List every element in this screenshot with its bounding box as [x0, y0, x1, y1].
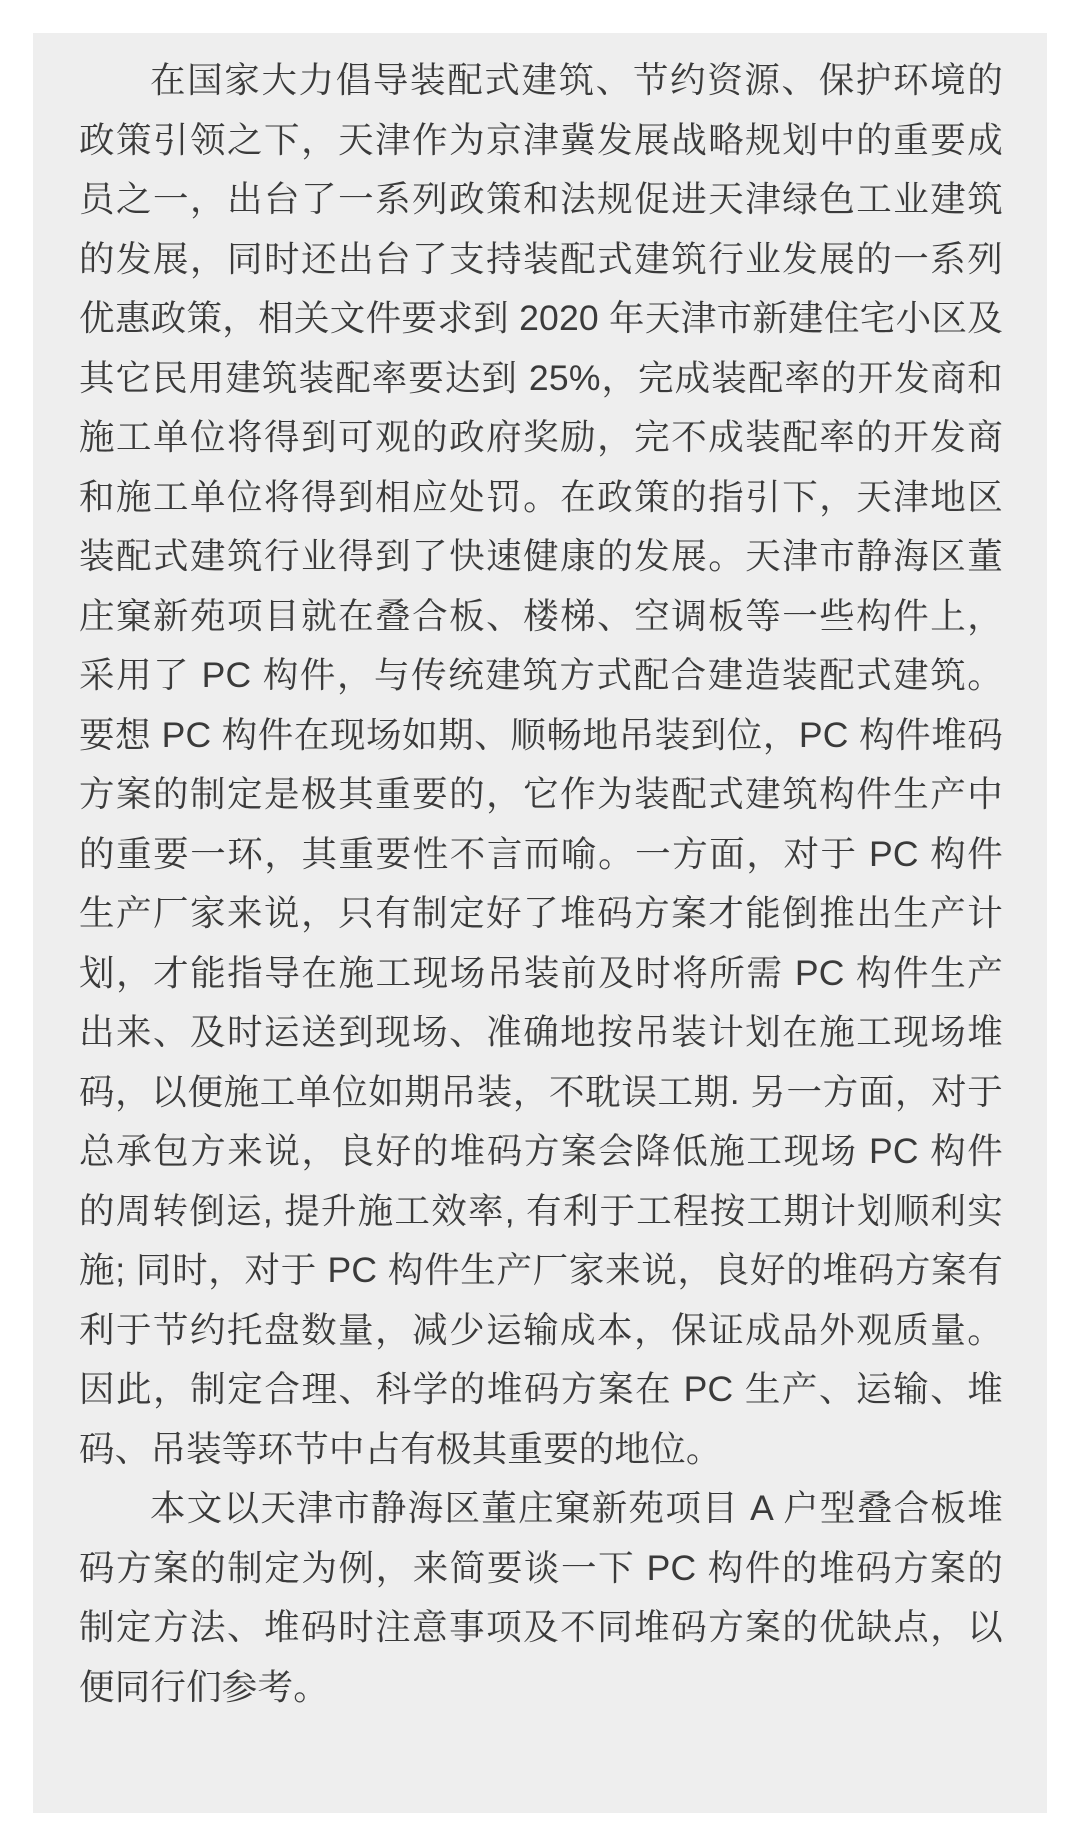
paragraph-2: 本文以天津市静海区董庄窠新苑项目 A 户型叠合板堆码方案的制定为例，来简要谈一下 PC 构件的堆码方案的制定方法、堆码时注意事项及不同堆码方案的优缺点，以便同行们参考。	[79, 1488, 1003, 1707]
document-text-body	[41, 51, 1041, 1717]
paragraph-1: 在国家大力倡导装配式建筑、节约资源、保护环境的政策引领之下，天津作为京津冀发展战略规划中的重要成员之一，出台了一系列政策和法规促进天津绿色工业建筑的发展，同时还出台了支持装配式建筑行业发展的一系列优惠政策，相关文件要求到 2020 年天津市新建住宅小区及其它民用建筑装配率要达到 25%，完成装配率的开发商和施工单位将得到可观的政府奖励，完不成装配率的开发商和施工单位将得到相应处罚。在政策的指引下，天津地区装配式建筑行业得到了快速健康的发展。天津市静海区董庄窠新苑项目就在叠合板、楼梯、空调板等一些构件上，采用了 PC 构件，与传统建筑方式配合建造装配式建筑。要想 PC 构件在现场如期、顺畅地吊装到位，PC 构件堆码方案的制定是极其重要的，它作为装配式建筑构件生产中的重要一环，其重要性不言而喻。一方面，对于 PC 构件生产厂家来说，只有制定好了堆码方案才能倒推出生产计划，才能指导在施工现场吊装前及时将所需 PC 构件生产出来、及时运送到现场、准确地按吊装计划在施工现场堆码，以便施工单位如期吊装，不耽误工期. 另一方面，对于总承包方来说，良好的堆码方案会降低施工现场 PC 构件的周转倒运, 提升施工效率, 有利于工程按工期计划顺利实施; 同时，对于 PC 构件生产厂家来说，良好的堆码方案有利于节约托盘数量，减少运输成本，保证成品外观质量。因此，制定合理、科学的堆码方案在 PC 生产、运输、堆码、吊装等环节中占有极其重要的地位。	[79, 60, 1003, 1469]
text-sheet	[33, 33, 1047, 1813]
